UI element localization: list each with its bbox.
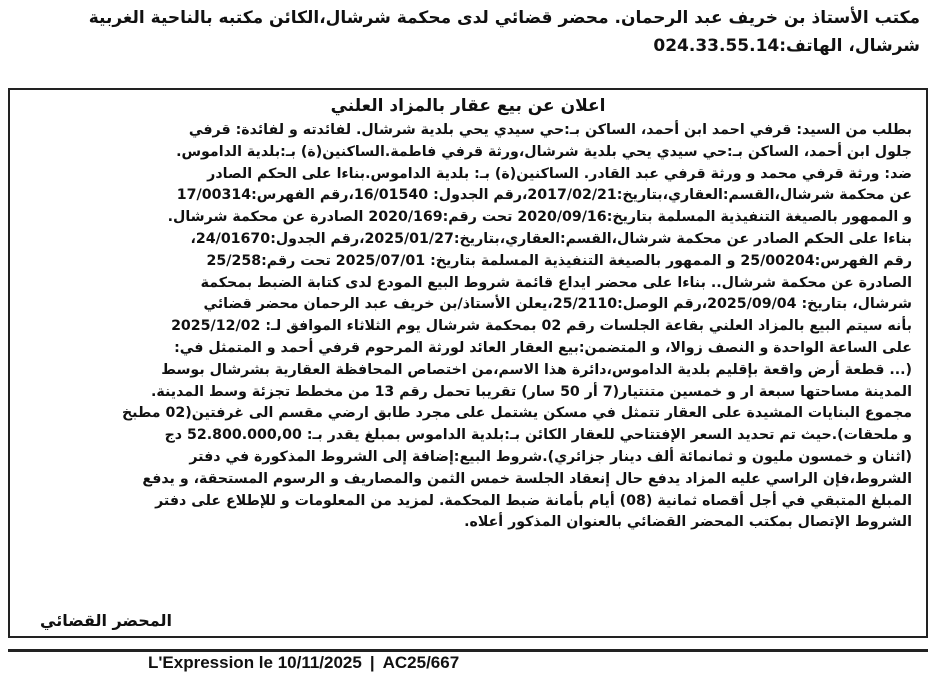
- notice-line: عن محكمة شرشال،القسم:العقاري،بتاريخ:2017/02/21،رقم الجدول: 16/01540،رقم الفهرس:17/00314: [176, 187, 912, 204]
- notice-line: بأنه سيتم البيع بالمزاد العلني بقاعة الجلسات رقم 02 بمحكمة شرشال يوم الثلاثاء الموافق لـ: 2025/12/02: [171, 318, 912, 335]
- publication-footer: [8, 641, 928, 681]
- phone-label: شرشال، الهاتف:: [779, 36, 920, 56]
- notice-body: [24, 120, 912, 534]
- notice-line: بناءا على الحكم الصادر عن محكمة شرشال،القسم:العقاري،بتاريخ:2025/01/27،رقم الجدول:24/01670،: [190, 230, 912, 247]
- footer-text: [148, 653, 459, 673]
- footer-separator: |: [369, 653, 375, 672]
- notice-line: رقم الفهرس:25/00204 و الممهور بالصيغة التنفيذية المسلمة بتاريخ: 2025/07/01 تحت رقم:25/258: [206, 252, 912, 269]
- notice-title: اعلان عن بيع عقار بالمزاد العلني: [330, 96, 606, 116]
- publication-date: L'Expression le 10/11/2025: [148, 653, 362, 672]
- notice-line: المبلغ المتبقي في أجل أقصاه ثمانية (08) أيام بأمانة ضبط المحكمة. لمزيد من المعلومات و للإطلاع على دفتر: [155, 492, 912, 509]
- notice-line: (... قطعة أرض واقعة بإقليم بلدية الداموس،دائرة هذا الاسم،من اختصاص المحافظة العقارية بشرشال بوسط: [161, 361, 912, 378]
- phone-number: 024.33.55.14: [653, 36, 780, 56]
- office-header: [20, 4, 920, 60]
- notice-line: و ملحقات).حيث تم تحديد السعر الإفتتاحي للعقار الكائن بـ:بلدية الداموس بمبلغ يقدر بـ: 52.800.000,00 دج: [164, 427, 912, 444]
- reference-code: AC25/667: [382, 653, 460, 672]
- notice-line: على الساعة الواحدة و النصف زوالا، و المتضمن:بيع العقار العائد لورثة المرحوم قرفي أحمد و المتمثل في:: [174, 339, 912, 356]
- office-address-line: مكتب الأستاذ بن خريف عبد الرحمان. محضر قضائي لدى محكمة شرشال،الكائن مكتبه بالناحية الغربية: [88, 8, 920, 28]
- notice-line: ضد: ورثة قرفي محمد و ورثة قرفي عبد القادر. الساكنين(ة) بـ: بلدية الداموس.بناءا على الحكم الصادر: [207, 165, 912, 182]
- notice-line: بطلب من السيد: قرفي احمد ابن أحمد، الساكن بـ:حي سيدي يحي بلدية شرشال. لفائدته و لفائدة: قرفي: [188, 122, 912, 138]
- signature: المحضر القضائي: [40, 611, 173, 630]
- footer-divider: [8, 649, 928, 652]
- notice-line: شرشال، بتاريخ: 2025/09/04،رقم الوصل:25/2110،يعلن الأستاذ/بن خريف عبد الرحمان محضر قضائي: [203, 296, 912, 313]
- notice-line: مجموع البنايات المشيدة على العقار تتمثل في مسكن يشتمل على مجرد طابق ارضي مقسم الى غرفتين(02 مطبخ: [121, 405, 912, 422]
- notice-line: (اثنان و خمسون مليون و ثمانمائة ألف دينار جزائري).شروط البيع:إضافة إلى الشروط المذكورة في دفتر: [189, 448, 912, 465]
- notice-line: الشروط،فإن الراسي عليه المزاد يدفع حال إنعقاد الجلسة خمس الثمن والمصاريف و الرسوم المستحقة، و يدفع: [142, 470, 912, 487]
- notice-line: الشروط الإتصال بمكتب المحضر القضائي بالعنوان المذكور أعلاه.: [464, 514, 912, 531]
- notice-line: و الممهور بالصيغة التنفيذية المسلمة بتاريخ:2020/09/16 تحت رقم:2020/169 الصادرة عن محكمة شرشال.: [167, 209, 912, 226]
- notice-box: [8, 88, 928, 638]
- office-phone-line: [20, 32, 920, 60]
- notice-line: جلول ابن أحمد، الساكن بـ:حي سيدي يحي بلدية شرشال،ورثة قرفي فاطمة.الساكنين(ة) بـ:بلدية الداموس.: [176, 143, 912, 160]
- notice-line: المدينة مساحتها سبعة ار و خمسين متنتيار(7 أر 50 سار) تقريبا تحمل رقم 13 من مخطط تجزئة وسط المدينة.: [151, 383, 912, 400]
- notice-line: الصادرة عن محكمة شرشال.. بناءا على محضر ايداع قائمة شروط البيع المودع لدى كتابة الضبط بمحكمة: [200, 274, 912, 291]
